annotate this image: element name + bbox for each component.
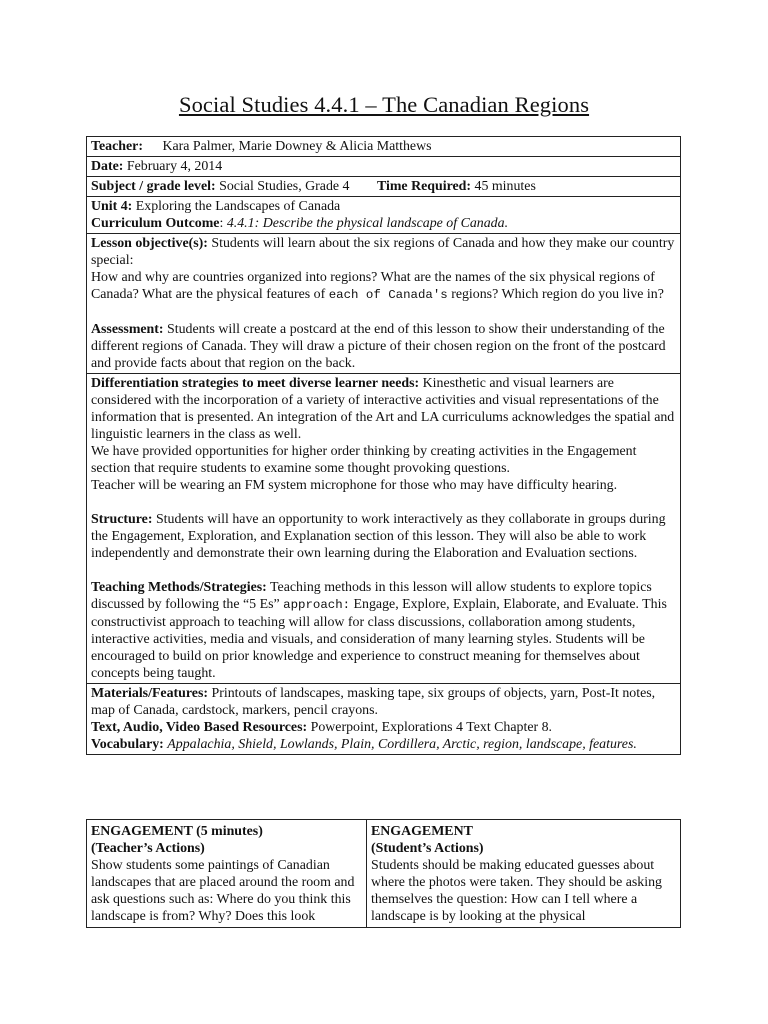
resources-text: Powerpoint, Explorations 4 Text Chapter 8.: [310, 720, 553, 735]
time-label: Time Required:: [376, 179, 472, 194]
methods-text-mono: approach:: [283, 598, 351, 612]
teacher-actions-cell: [87, 820, 367, 928]
lesson-plan-table: [86, 136, 681, 755]
structure-text: Students will have an opportunity to work interactively as they collaborate in groups during the Engagement, Exploration, and Explanation section of this lesson. They will also be able to work independently and demonstrate their own learning during the Elaboration and Evaluation sections.: [91, 512, 666, 561]
student-actions-cell: [367, 820, 681, 928]
objective-text-2b: regions? Which region do you live in?: [451, 287, 664, 302]
objective-label: Lesson objective(s):: [91, 236, 208, 251]
objective-row: [87, 234, 681, 374]
materials-label: Materials/Features:: [91, 686, 208, 701]
subject-label: Subject / grade level:: [91, 179, 216, 194]
differentiation-label: Differentiation strategies to meet diverse learner needs:: [91, 376, 420, 391]
engagement-right-text: Students should be making educated guesses about where the photos were taken. They should be asking themselves the question: How can I tell where a landscape is by looking at the physical: [371, 858, 662, 924]
vocabulary-text: Appalachia, Shield, Lowlands, Plain, Cordillera, Arctic, region, landscape, features.: [167, 737, 637, 752]
unit-cell: Unit 4: Exploring the Landscapes of Canada Curriculum Outcome: 4.4.1: Describe the physical landscape of Canada.: [87, 197, 681, 234]
engagement-table: [86, 819, 681, 928]
outcome-label: Curriculum Outcome: [91, 216, 220, 231]
assessment-label: Assessment:: [91, 322, 164, 337]
resources-label: Text, Audio, Video Based Resources:: [91, 720, 308, 735]
unit-value: Exploring the Landscapes of Canada: [135, 199, 341, 214]
teacher-row: [87, 137, 681, 157]
date-value: February 4, 2014: [126, 159, 223, 174]
methods-label: Teaching Methods/Strategies:: [91, 580, 267, 595]
methods-text-b: Engage, Explore, Explain, Elaborate, and Evaluate. This constructivist approach to teaching will allow for class discussions, collaboration among students, interactive activities, media and visuals, and consideration of many learning styles. Students will be encouraged to build on prior knowledge and experience to construct meaning for themselves about concepts being taught.: [91, 597, 667, 681]
materials-text: Printouts of landscapes, masking tape, six groups of objects, yarn, Post-It notes, map of Canada, cardstock, markers, pencil crayons.: [91, 686, 656, 718]
unit-label: Unit 4:: [91, 199, 133, 214]
vocabulary-label: Vocabulary:: [91, 737, 164, 752]
differentiation-text-2: We have provided opportunities for higher order thinking by creating activities in the Engagement section that require students to examine some thought provoking questions.: [91, 444, 637, 476]
materials-row: [87, 684, 681, 755]
subject-row: [87, 177, 681, 197]
engagement-left-sub: (Teacher’s Actions): [91, 841, 205, 856]
objective-text-1: Students will learn about the six regions of Canada and how they make our country special:: [91, 236, 675, 268]
strategies-row: [87, 374, 681, 684]
objective-text-2-mono: each of Canada's: [328, 288, 448, 302]
structure-label: Structure:: [91, 512, 153, 527]
subject-cell: [87, 177, 681, 197]
subject-value: Social Studies, Grade 4: [219, 179, 350, 194]
strategies-cell: [87, 374, 681, 684]
unit-row: [87, 197, 681, 234]
differentiation-text-1: Kinesthetic and visual learners are considered with the incorporation of a variety of interactive activities and visual representations of the information that is presented. An integration of the Art and LA curriculums acknowledges the spatial and linguistic learners in the class as well.: [91, 376, 675, 442]
objective-cell: [87, 234, 681, 374]
engagement-left-text: Show students some paintings of Canadian landscapes that are placed around the room and ask questions such as: Where do you think this landscape is from? Why? Does this look: [91, 858, 355, 924]
date-row: [87, 157, 681, 177]
outcome-value: 4.4.1: Describe the physical landscape of Canada.: [226, 216, 509, 231]
objective-text-2a: How and why are countries organized into regions? What are the names of the six physical regions of Canada? What are the physical features of: [91, 270, 655, 302]
date-label: Date:: [91, 159, 124, 174]
methods-text-a: Teaching methods in this lesson will allow students to explore topics discussed by following the “5 Es”: [91, 580, 652, 612]
engagement-left-title: ENGAGEMENT (5 minutes): [91, 824, 263, 839]
teacher-value: Kara Palmer, Marie Downey & Alicia Matthews: [162, 139, 432, 154]
engagement-right-sub: (Student’s Actions): [371, 841, 484, 856]
teacher-cell: [87, 137, 681, 157]
time-value: 45 minutes: [474, 179, 536, 194]
differentiation-text-3: Teacher will be wearing an FM system microphone for those who may have difficulty hearing.: [91, 478, 618, 493]
teacher-label: Teacher:: [91, 139, 143, 154]
date-cell: [87, 157, 681, 177]
engagement-row: [87, 820, 681, 928]
assessment-text: Students will create a postcard at the end of this lesson to show their understanding of the different regions of Canada. They will draw a picture of their chosen region on the front of the postcard and provide facts about that region on the back.: [91, 322, 666, 371]
materials-cell: [87, 684, 681, 755]
engagement-right-title: ENGAGEMENT: [371, 824, 473, 839]
page-title: Social Studies 4.4.1 – The Canadian Regions: [178, 92, 590, 117]
